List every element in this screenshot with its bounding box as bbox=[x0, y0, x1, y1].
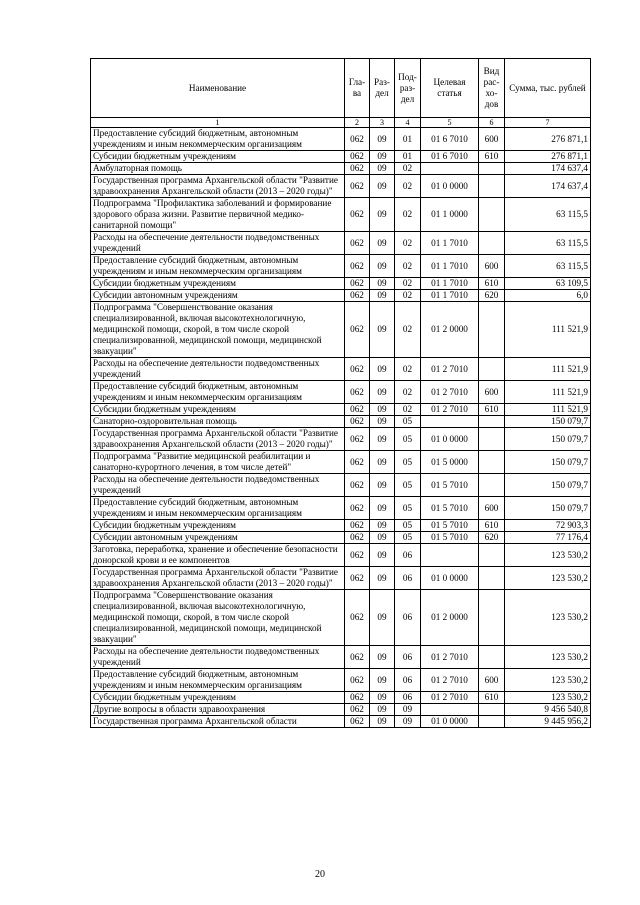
row-glava: 062 bbox=[345, 428, 370, 451]
row-razdel: 09 bbox=[370, 520, 395, 532]
row-razdel: 09 bbox=[370, 451, 395, 474]
row-name: Государственная программа Архангельской области "Развитие здравоохранения Архангельской области (2013 – 2020 годы)" bbox=[91, 567, 345, 590]
row-glava: 062 bbox=[345, 567, 370, 590]
row-celevaya: 01 5 7010 bbox=[421, 520, 479, 532]
table-row bbox=[91, 704, 591, 716]
row-glava: 062 bbox=[345, 590, 370, 646]
table-row bbox=[91, 255, 591, 278]
row-glava: 062 bbox=[345, 532, 370, 544]
row-vid bbox=[479, 451, 505, 474]
table-row bbox=[91, 669, 591, 692]
row-name: Государственная программа Архангельской области "Развитие здравоохранения Архангельской области (2013 – 2020 годы)" bbox=[91, 175, 345, 198]
row-summa: 276 871,1 bbox=[505, 128, 591, 151]
table-row bbox=[91, 232, 591, 255]
table-row bbox=[91, 302, 591, 358]
row-vid bbox=[479, 474, 505, 497]
table-row bbox=[91, 358, 591, 381]
row-podrazdel: 05 bbox=[395, 416, 421, 428]
row-vid bbox=[479, 302, 505, 358]
row-summa: 9 445 956,2 bbox=[505, 716, 591, 728]
table-row bbox=[91, 474, 591, 497]
row-podrazdel: 02 bbox=[395, 163, 421, 175]
row-summa: 150 079,7 bbox=[505, 497, 591, 520]
row-podrazdel: 02 bbox=[395, 232, 421, 255]
row-podrazdel: 02 bbox=[395, 290, 421, 302]
row-summa: 150 079,7 bbox=[505, 451, 591, 474]
row-podrazdel: 02 bbox=[395, 358, 421, 381]
row-celevaya: 01 2 0000 bbox=[421, 302, 479, 358]
row-celevaya: 01 2 7010 bbox=[421, 669, 479, 692]
row-podrazdel: 05 bbox=[395, 497, 421, 520]
header-summa: Сумма, тыс. рублей bbox=[505, 59, 591, 118]
row-glava: 062 bbox=[345, 692, 370, 704]
row-summa: 63 109,5 bbox=[505, 278, 591, 290]
row-podrazdel: 02 bbox=[395, 404, 421, 416]
row-glava: 062 bbox=[345, 290, 370, 302]
header-vid: Вид рас-хо-дов bbox=[479, 59, 505, 118]
table-row bbox=[91, 151, 591, 163]
row-razdel: 09 bbox=[370, 532, 395, 544]
row-glava: 062 bbox=[345, 704, 370, 716]
row-podrazdel: 05 bbox=[395, 532, 421, 544]
header-razdel: Раз-дел bbox=[370, 59, 395, 118]
row-celevaya bbox=[421, 416, 479, 428]
row-podrazdel: 02 bbox=[395, 198, 421, 232]
row-celevaya: 01 2 7010 bbox=[421, 358, 479, 381]
row-celevaya: 01 5 7010 bbox=[421, 474, 479, 497]
table-row bbox=[91, 381, 591, 404]
row-summa: 9 456 540,8 bbox=[505, 704, 591, 716]
row-podrazdel: 02 bbox=[395, 278, 421, 290]
row-podrazdel: 06 bbox=[395, 669, 421, 692]
row-razdel: 09 bbox=[370, 704, 395, 716]
column-number: 1 bbox=[91, 118, 345, 128]
row-summa: 111 521,9 bbox=[505, 302, 591, 358]
table-body bbox=[91, 128, 591, 728]
row-razdel: 09 bbox=[370, 302, 395, 358]
row-podrazdel: 01 bbox=[395, 128, 421, 151]
row-podrazdel: 05 bbox=[395, 451, 421, 474]
row-name: Расходы на обеспечение деятельности подведомственных учреждений bbox=[91, 474, 345, 497]
row-glava: 062 bbox=[345, 646, 370, 669]
row-name: Предоставление субсидий бюджетным, автономным учреждениям и иным некоммерческим организациям bbox=[91, 255, 345, 278]
row-summa: 123 530,2 bbox=[505, 544, 591, 567]
row-podrazdel: 05 bbox=[395, 520, 421, 532]
row-name: Расходы на обеспечение деятельности подведомственных учреждений bbox=[91, 646, 345, 669]
row-summa: 123 530,2 bbox=[505, 646, 591, 669]
row-celevaya: 01 1 7010 bbox=[421, 232, 479, 255]
row-razdel: 09 bbox=[370, 358, 395, 381]
row-name: Субсидии бюджетным учреждениям bbox=[91, 404, 345, 416]
row-celevaya bbox=[421, 163, 479, 175]
row-razdel: 09 bbox=[370, 404, 395, 416]
budget-table bbox=[90, 58, 591, 728]
table-row bbox=[91, 128, 591, 151]
row-vid bbox=[479, 716, 505, 728]
table-row bbox=[91, 175, 591, 198]
row-razdel: 09 bbox=[370, 692, 395, 704]
row-vid: 610 bbox=[479, 404, 505, 416]
row-vid bbox=[479, 416, 505, 428]
row-celevaya bbox=[421, 704, 479, 716]
row-razdel: 09 bbox=[370, 416, 395, 428]
row-celevaya: 01 0 0000 bbox=[421, 428, 479, 451]
budget-table-sheet bbox=[90, 58, 590, 728]
row-celevaya: 01 0 0000 bbox=[421, 716, 479, 728]
row-name: Расходы на обеспечение деятельности подведомственных учреждений bbox=[91, 232, 345, 255]
row-name: Заготовка, переработка, хранение и обеспечение безопасности донорской крови и ее компонентов bbox=[91, 544, 345, 567]
row-summa: 174 637,4 bbox=[505, 175, 591, 198]
row-celevaya: 01 2 7010 bbox=[421, 692, 479, 704]
row-razdel: 09 bbox=[370, 255, 395, 278]
row-vid bbox=[479, 567, 505, 590]
row-podrazdel: 02 bbox=[395, 381, 421, 404]
row-podrazdel: 09 bbox=[395, 716, 421, 728]
header-celevaya: Целевая статья bbox=[421, 59, 479, 118]
row-vid bbox=[479, 428, 505, 451]
table-row bbox=[91, 646, 591, 669]
row-glava: 062 bbox=[345, 716, 370, 728]
row-celevaya: 01 5 7010 bbox=[421, 532, 479, 544]
row-razdel: 09 bbox=[370, 646, 395, 669]
row-razdel: 09 bbox=[370, 590, 395, 646]
row-celevaya: 01 5 7010 bbox=[421, 497, 479, 520]
row-vid bbox=[479, 175, 505, 198]
row-podrazdel: 02 bbox=[395, 175, 421, 198]
table-row bbox=[91, 567, 591, 590]
row-podrazdel: 02 bbox=[395, 255, 421, 278]
row-glava: 062 bbox=[345, 497, 370, 520]
table-row bbox=[91, 198, 591, 232]
row-name: Субсидии бюджетным учреждениям bbox=[91, 151, 345, 163]
row-celevaya: 01 6 7010 bbox=[421, 151, 479, 163]
row-summa: 63 115,5 bbox=[505, 198, 591, 232]
row-razdel: 09 bbox=[370, 497, 395, 520]
row-celevaya: 01 0 0000 bbox=[421, 175, 479, 198]
row-razdel: 09 bbox=[370, 175, 395, 198]
row-vid: 610 bbox=[479, 151, 505, 163]
row-podrazdel: 06 bbox=[395, 544, 421, 567]
row-name: Предоставление субсидий бюджетным, автономным учреждениям и иным некоммерческим организациям bbox=[91, 381, 345, 404]
column-number: 5 bbox=[421, 118, 479, 128]
table-header-row bbox=[91, 59, 591, 118]
row-glava: 062 bbox=[345, 520, 370, 532]
row-vid: 620 bbox=[479, 290, 505, 302]
row-glava: 062 bbox=[345, 278, 370, 290]
row-summa: 174 637,4 bbox=[505, 163, 591, 175]
row-summa: 111 521,9 bbox=[505, 381, 591, 404]
row-glava: 062 bbox=[345, 175, 370, 198]
row-name: Предоставление субсидий бюджетным, автономным учреждениям и иным некоммерческим организациям bbox=[91, 128, 345, 151]
row-name: Подпрограмма "Совершенствование оказания специализированной, включая высокотехнологичную, медицинской помощи, скорой, в том числе скорой специализированной, медицинской помощи, медицинской эвакуации" bbox=[91, 590, 345, 646]
row-razdel: 09 bbox=[370, 428, 395, 451]
row-razdel: 09 bbox=[370, 381, 395, 404]
row-name: Субсидии бюджетным учреждениям bbox=[91, 692, 345, 704]
row-name: Субсидии автономным учреждениям bbox=[91, 532, 345, 544]
table-row bbox=[91, 404, 591, 416]
row-glava: 062 bbox=[345, 163, 370, 175]
row-vid: 600 bbox=[479, 128, 505, 151]
row-razdel: 09 bbox=[370, 128, 395, 151]
row-summa: 123 530,2 bbox=[505, 567, 591, 590]
row-podrazdel: 06 bbox=[395, 646, 421, 669]
row-glava: 062 bbox=[345, 474, 370, 497]
row-celevaya: 01 2 0000 bbox=[421, 590, 479, 646]
row-vid bbox=[479, 704, 505, 716]
row-podrazdel: 02 bbox=[395, 302, 421, 358]
row-glava: 062 bbox=[345, 381, 370, 404]
row-celevaya: 01 2 7010 bbox=[421, 404, 479, 416]
table-row bbox=[91, 278, 591, 290]
row-podrazdel: 09 bbox=[395, 704, 421, 716]
row-vid: 600 bbox=[479, 255, 505, 278]
row-summa: 150 079,7 bbox=[505, 416, 591, 428]
row-glava: 062 bbox=[345, 669, 370, 692]
row-summa: 123 530,2 bbox=[505, 692, 591, 704]
row-name: Субсидии автономным учреждениям bbox=[91, 290, 345, 302]
row-podrazdel: 01 bbox=[395, 151, 421, 163]
row-summa: 111 521,9 bbox=[505, 404, 591, 416]
row-podrazdel: 06 bbox=[395, 567, 421, 590]
table-row bbox=[91, 532, 591, 544]
row-glava: 062 bbox=[345, 451, 370, 474]
row-vid bbox=[479, 590, 505, 646]
row-razdel: 09 bbox=[370, 278, 395, 290]
table-row bbox=[91, 451, 591, 474]
row-name: Амбулаторная помощь bbox=[91, 163, 345, 175]
row-vid: 610 bbox=[479, 692, 505, 704]
row-summa: 63 115,5 bbox=[505, 232, 591, 255]
row-razdel: 09 bbox=[370, 290, 395, 302]
column-number: 3 bbox=[370, 118, 395, 128]
row-glava: 062 bbox=[345, 255, 370, 278]
row-vid bbox=[479, 646, 505, 669]
row-name: Субсидии бюджетным учреждениям bbox=[91, 520, 345, 532]
row-razdel: 09 bbox=[370, 669, 395, 692]
row-celevaya: 01 1 7010 bbox=[421, 255, 479, 278]
column-number: 7 bbox=[505, 118, 591, 128]
row-vid bbox=[479, 163, 505, 175]
column-number: 4 bbox=[395, 118, 421, 128]
row-vid: 610 bbox=[479, 520, 505, 532]
row-vid bbox=[479, 358, 505, 381]
row-razdel: 09 bbox=[370, 567, 395, 590]
table-row bbox=[91, 716, 591, 728]
row-vid: 620 bbox=[479, 532, 505, 544]
row-summa: 276 871,1 bbox=[505, 151, 591, 163]
row-podrazdel: 06 bbox=[395, 692, 421, 704]
row-vid: 600 bbox=[479, 381, 505, 404]
row-razdel: 09 bbox=[370, 232, 395, 255]
row-vid bbox=[479, 232, 505, 255]
row-glava: 062 bbox=[345, 416, 370, 428]
row-glava: 062 bbox=[345, 151, 370, 163]
row-name: Расходы на обеспечение деятельности подведомственных учреждений bbox=[91, 358, 345, 381]
row-razdel: 09 bbox=[370, 151, 395, 163]
row-glava: 062 bbox=[345, 302, 370, 358]
table-row bbox=[91, 590, 591, 646]
row-name: Государственная программа Архангельской области bbox=[91, 716, 345, 728]
row-summa: 150 079,7 bbox=[505, 474, 591, 497]
row-podrazdel: 06 bbox=[395, 590, 421, 646]
row-name: Предоставление субсидий бюджетным, автономным учреждениям и иным некоммерческим организациям bbox=[91, 497, 345, 520]
row-glava: 062 bbox=[345, 128, 370, 151]
row-celevaya: 01 1 7010 bbox=[421, 278, 479, 290]
row-celevaya: 01 1 0000 bbox=[421, 198, 479, 232]
row-celevaya: 01 0 0000 bbox=[421, 567, 479, 590]
row-vid: 600 bbox=[479, 497, 505, 520]
row-razdel: 09 bbox=[370, 544, 395, 567]
row-razdel: 09 bbox=[370, 163, 395, 175]
row-name: Государственная программа Архангельской области "Развитие здравоохранения Архангельской области (2013 – 2020 годы)" bbox=[91, 428, 345, 451]
row-name: Санаторно-оздоровительная помощь bbox=[91, 416, 345, 428]
row-podrazdel: 05 bbox=[395, 428, 421, 451]
row-vid bbox=[479, 198, 505, 232]
row-celevaya: 01 1 7010 bbox=[421, 290, 479, 302]
row-name: Подпрограмма "Совершенствование оказания специализированной, включая высокотехнологичную, медицинской помощи, скорой, в том числе скорой специализированной, медицинской помощи, медицинской эвакуации" bbox=[91, 302, 345, 358]
row-celevaya: 01 5 0000 bbox=[421, 451, 479, 474]
row-podrazdel: 05 bbox=[395, 474, 421, 497]
row-summa: 63 115,5 bbox=[505, 255, 591, 278]
row-celevaya bbox=[421, 544, 479, 567]
row-glava: 062 bbox=[345, 404, 370, 416]
row-name: Другие вопросы в области здравоохранения bbox=[91, 704, 345, 716]
row-glava: 062 bbox=[345, 232, 370, 255]
table-row bbox=[91, 520, 591, 532]
row-celevaya: 01 2 7010 bbox=[421, 646, 479, 669]
column-number-row bbox=[91, 118, 591, 128]
row-name: Субсидии бюджетным учреждениям bbox=[91, 278, 345, 290]
row-glava: 062 bbox=[345, 198, 370, 232]
row-summa: 72 903,3 bbox=[505, 520, 591, 532]
row-vid: 610 bbox=[479, 278, 505, 290]
table-row bbox=[91, 692, 591, 704]
table-row bbox=[91, 290, 591, 302]
column-number: 6 bbox=[479, 118, 505, 128]
row-glava: 062 bbox=[345, 358, 370, 381]
table-row bbox=[91, 428, 591, 451]
table-row bbox=[91, 416, 591, 428]
row-glava: 062 bbox=[345, 544, 370, 567]
header-name: Наименование bbox=[91, 59, 345, 118]
row-name: Подпрограмма "Профилактика заболеваний и формирование здорового образа жизни. Развитие первичной медико-санитарной помощи" bbox=[91, 198, 345, 232]
row-summa: 6,0 bbox=[505, 290, 591, 302]
table-row bbox=[91, 497, 591, 520]
row-summa: 123 530,2 bbox=[505, 669, 591, 692]
row-summa: 77 176,4 bbox=[505, 532, 591, 544]
row-summa: 150 079,7 bbox=[505, 428, 591, 451]
row-celevaya: 01 2 7010 bbox=[421, 381, 479, 404]
row-vid: 600 bbox=[479, 669, 505, 692]
column-number: 2 bbox=[345, 118, 370, 128]
table-row bbox=[91, 544, 591, 567]
row-name: Подпрограмма "Развитие медицинской реабилитации и санаторно-курортного лечения, в том числе детей" bbox=[91, 451, 345, 474]
row-summa: 111 521,9 bbox=[505, 358, 591, 381]
header-podrazdel: Под-раз-дел bbox=[395, 59, 421, 118]
page-number: 20 bbox=[315, 869, 325, 880]
table-row bbox=[91, 163, 591, 175]
row-celevaya: 01 6 7010 bbox=[421, 128, 479, 151]
row-razdel: 09 bbox=[370, 474, 395, 497]
row-razdel: 09 bbox=[370, 198, 395, 232]
header-glava: Гла-ва bbox=[345, 59, 370, 118]
row-razdel: 09 bbox=[370, 716, 395, 728]
row-summa: 123 530,2 bbox=[505, 590, 591, 646]
row-name: Предоставление субсидий бюджетным, автономным учреждениям и иным некоммерческим организациям bbox=[91, 669, 345, 692]
row-vid bbox=[479, 544, 505, 567]
